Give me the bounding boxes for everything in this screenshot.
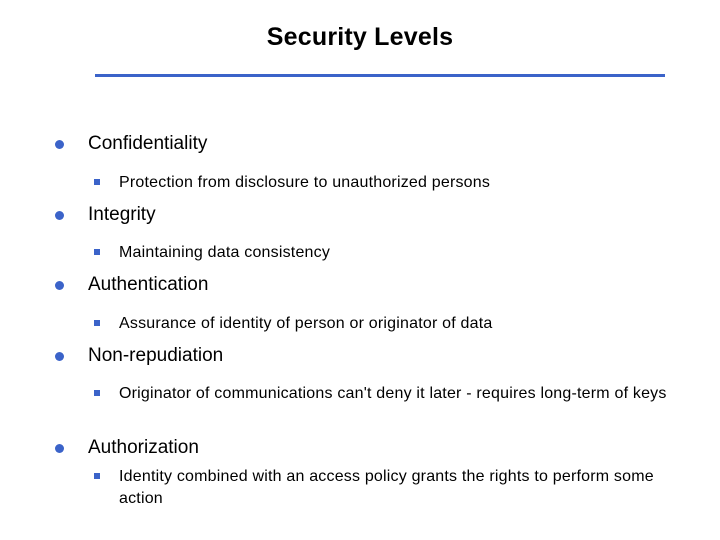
bullet-detail-authentication: Assurance of identity of person or originator of data — [119, 315, 493, 332]
bullet-detail-confidentiality: Protection from disclosure to unauthorized persons — [119, 174, 491, 191]
level1-bullet-icon — [55, 140, 64, 149]
level2-bullet-icon — [94, 179, 100, 185]
level1-bullet-icon — [55, 211, 64, 220]
level2-bullet-icon — [94, 249, 100, 255]
bullet-detail-integrity: Maintaining data consistency — [119, 244, 331, 261]
bullet-detail-non-repudiation: Originator of communications can't deny it later - requires long-term of keys — [119, 385, 667, 402]
title-underline — [95, 74, 665, 77]
bullet-detail-authorization: Identity combined with an access policy grants the rights to perform some action — [119, 468, 654, 507]
bullet-heading-integrity: Integrity — [88, 204, 156, 225]
bullet-heading-non-repudiation: Non-repudiation — [88, 345, 224, 366]
level2-bullet-icon — [94, 390, 100, 396]
level1-bullet-icon — [55, 281, 64, 290]
level1-bullet-icon — [55, 352, 64, 361]
bullet-heading-confidentiality: Confidentiality — [88, 133, 208, 154]
bullet-heading-authorization: Authorization — [88, 437, 199, 458]
slide-title: Security Levels — [266, 23, 454, 51]
level1-bullet-icon — [55, 444, 64, 453]
level2-bullet-icon — [94, 473, 100, 479]
level2-bullet-icon — [94, 320, 100, 326]
bullet-heading-authentication: Authentication — [88, 274, 209, 295]
